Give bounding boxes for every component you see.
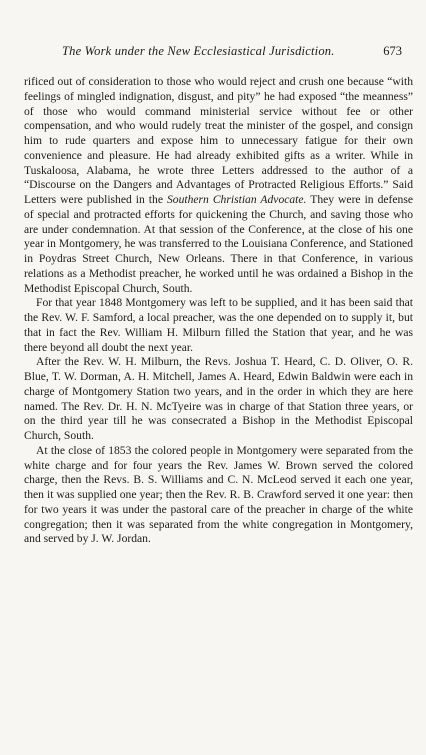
paragraph-text: They were in defense of special and protracted efforts for quickening the Church, and saving those who are under condemnation. At that session of the Conference, at the close of his one year in Montgomery, he was transferred to the Louisiana Conference, and Stationed in Poydras Street Church, New Orleans. There in that Conference, in various relations as a Methodist preacher, he worked until he was ordained a Bishop in the Methodist Episcopal Church, South. [24, 193, 413, 295]
page-header [0, 44, 426, 64]
paragraph: At the close of 1853 the colored people in Montgomery were separated from the white charge and for four years the Rev. James W. Brown served the colored charge, then the Revs. B. S. Williams and C. N. McLeod served it each one year, then it was supplied one year; then the Rev. R. B. Crawford served it one year: then for two years it was under the pastoral care of the preacher in charge of the white congregation; then it was separated from the white congregation in Montgomery, and served by J. W. Jordan. [24, 443, 413, 546]
periodical-title: Southern Christian Advocate. [166, 193, 307, 206]
paragraph-continued [24, 75, 413, 296]
running-head: The Work under the New Ecclesiastical Jurisdiction. [62, 44, 335, 58]
page-body [24, 75, 413, 547]
page-number: 673 [383, 44, 402, 58]
paragraph: For that year 1848 Montgomery was left to be supplied, and it has been said that the Rev. W. F. Samford, a local preacher, was the one depended on to supply it, but that in fact the Rev. William H. Milburn filled the Station that year, and he was there beyond all doubt the next year. [24, 296, 413, 354]
paragraph: After the Rev. W. H. Milburn, the Revs. Joshua T. Heard, C. D. Oliver, O. R. Blue, T. W. Dorman, A. H. Mitchell, James A. Heard, Edwin Baldwin were each in charge of Montgomery Station two years, and in the order in which they are here named. The Rev. Dr. H. N. McTyeire was in charge of that Station three years, or on the third year till he was consecrated a Bishop in the Methodist Episcopal Church, South. [24, 355, 413, 442]
paragraph-text: rificed out of consideration to those who would reject and crush one because “with feelings of mingled indignation, disgust, and pity” he had exposed “the meanness” of those who would command ministerial service without fee or other compensation, and who would rudely treat the minister of the gospel, and consign him to rude quarters and expose him to unnecessary fatigue for their own convenience and pleasure. He had already exhibited gifts as a writer. While in Tuskaloosa, Alabama, he wrote three Letters addressed to the author of a “Discourse on the Dangers and Advantages of Protracted Religious Efforts.” Said Letters were published in the [24, 75, 413, 206]
